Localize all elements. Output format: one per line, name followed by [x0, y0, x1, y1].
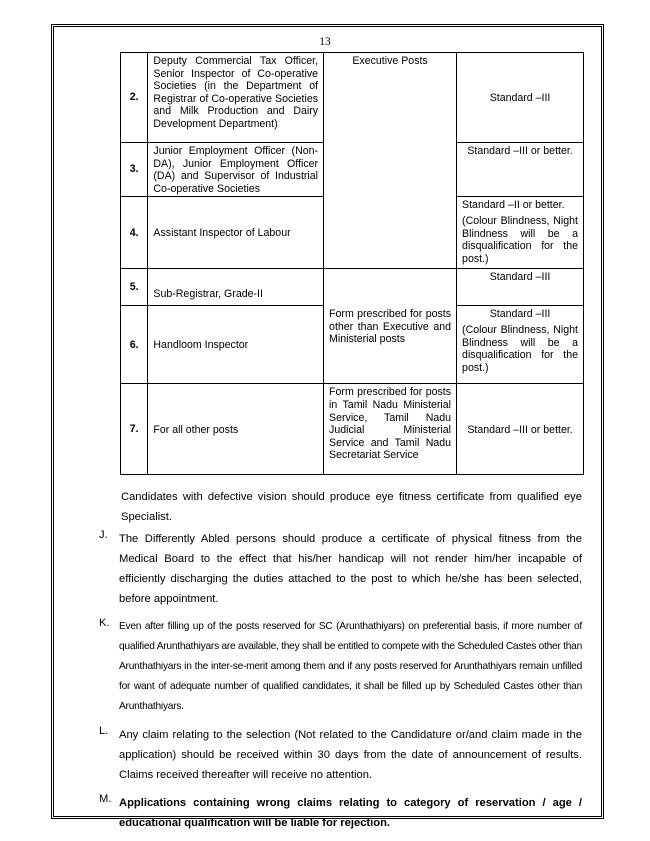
- item-label: L.: [99, 725, 109, 737]
- table-row: [121, 384, 584, 475]
- vision-standard: Standard –III: [457, 269, 584, 306]
- row-number: 6.: [121, 306, 148, 384]
- notes-section: [99, 487, 582, 841]
- vision-standard: Standard –II or better.: [462, 199, 565, 212]
- row-number: 3.: [121, 143, 148, 197]
- item-label: K.: [99, 617, 110, 629]
- list-item: [99, 617, 582, 717]
- post-name: Deputy Commercial Tax Officer, Senior Inspector of Co-operative Societies (in the Department of Registrar of Co-operative Societies and Milk Production and Dairy Development Department): [148, 53, 324, 143]
- table-row: [121, 269, 584, 306]
- post-name: Assistant Inspector of Labour: [148, 197, 324, 269]
- post-name: Junior Employment Officer (Non-DA), Junior Employment Officer (DA) and Supervisor of Industrial Co-operative Societies: [148, 143, 324, 197]
- item-text: Any claim relating to the selection (Not related to the Candidature or/and claim made in the application) should be received within 30 days from the date of announcement of results. Claims received thereafter will receive no attention.: [119, 729, 582, 781]
- item-label: J.: [99, 529, 108, 541]
- post-name: For all other posts: [148, 384, 324, 475]
- vision-note: (Colour Blindness, Night Blindness will be a disqualification for the post.): [462, 214, 578, 265]
- table-row: [121, 53, 584, 143]
- standards-table: [120, 52, 584, 475]
- form-type: Form prescribed for posts other than Executive and Ministerial posts: [324, 269, 457, 384]
- vision-certificate-note: Candidates with defective vision should produce eye fitness certificate from qualified eye Specialist.: [121, 491, 582, 523]
- item-text: Applications containing wrong claims relating to category of reservation / age / educational qualification will be liable for rejection.: [119, 797, 582, 829]
- vision-note: (Colour Blindness, Night Blindness will be a disqualification for the post.): [462, 323, 578, 374]
- vision-standard-cell: [457, 197, 584, 269]
- item-text: Even after filling up of the posts reserved for SC (Arunthathiyars) on preferential basis, if more number of qualified Arunthathiyars are available, they shall be entitled to compete with the Scheduled Castes other than Arunthathiyars in the inter-se-merit among them and if any posts reserved for Arunthathiyars remain unfilled for want of adequate number of qualified candidates, it shall be filled up by Scheduled Castes other than Arunthathiyars.: [119, 621, 582, 712]
- row-number: 4.: [121, 197, 148, 269]
- form-type: Executive Posts: [352, 55, 428, 67]
- form-cell: [324, 53, 457, 269]
- vision-standard-cell: [457, 306, 584, 384]
- post-name: Handloom Inspector: [148, 306, 324, 384]
- vision-standard: Standard –III or better.: [457, 143, 584, 197]
- row-number: 2.: [121, 53, 148, 143]
- vision-standard: Standard –III or better.: [457, 384, 584, 475]
- page-number: 13: [319, 36, 331, 48]
- row-number: 7.: [121, 384, 148, 475]
- item-text: The Differently Abled persons should produce a certificate of physical fitness from the Medical Board to the effect that his/her handicap will not render him/her incapable of efficiently discharging the duties attached to the post to which he/she has been selected, before appointment.: [119, 533, 582, 605]
- list-item: [99, 725, 582, 785]
- item-label: M.: [99, 793, 112, 805]
- row-number: 5.: [121, 269, 148, 306]
- post-name: Sub-Registrar, Grade-II: [148, 269, 324, 306]
- form-type: Form prescribed for posts in Tamil Nadu Ministerial Service, Tamil Nadu Judicial Ministerial Service and Tamil Nadu Secretariat Service: [324, 384, 457, 475]
- list-item: [99, 529, 582, 609]
- vision-standard: Standard –III: [489, 308, 551, 321]
- list-item: [99, 793, 582, 833]
- vision-standard: Standard –III: [457, 53, 584, 143]
